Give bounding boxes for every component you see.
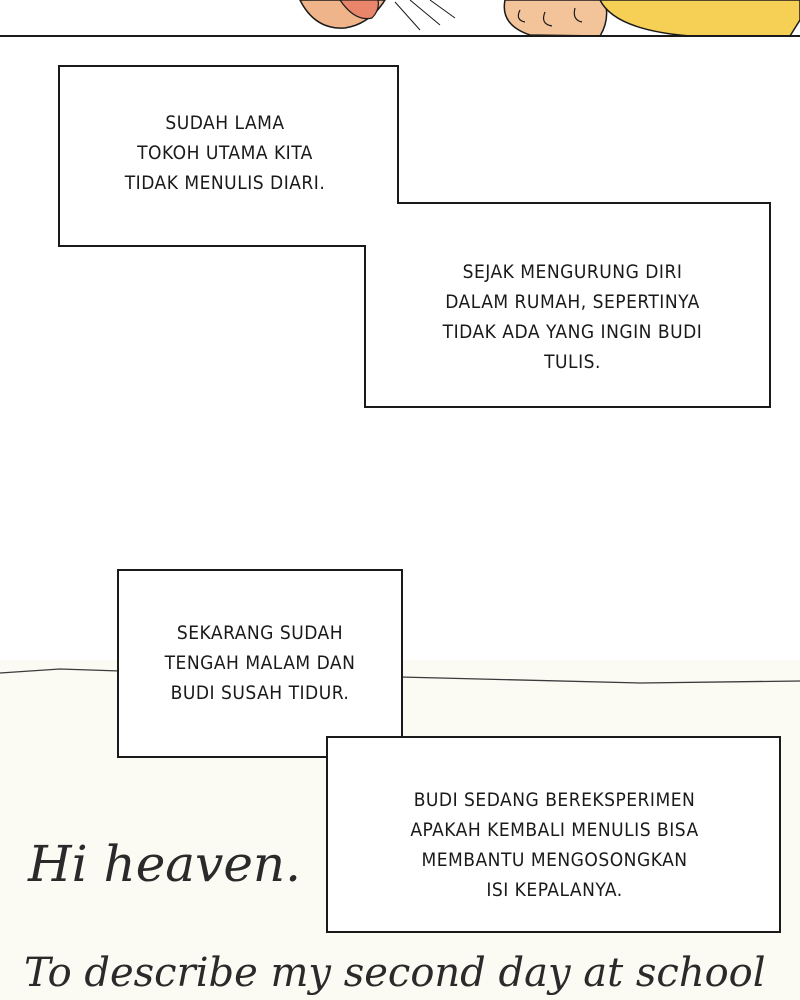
panel-border <box>0 35 800 37</box>
top-panel-illustration <box>0 0 800 36</box>
caption-text-4: BUDI SEDANG BEREKSPERIMEN APAKAH KEMBALI MENULIS BISA MEMBANTU MENGOSONGKAN ISI KEPALANYA. <box>410 789 699 901</box>
hands-illustration <box>0 0 800 36</box>
diary-greeting: Hi heaven. <box>28 835 302 893</box>
caption-text-3: SEKARANG SUDAH TENGAH MALAM DAN BUDI SUSAH TIDUR. <box>164 622 356 704</box>
caption-text-1: SUDAH LAMA TOKOH UTAMA KITA TIDAK MENULIS DIARI. <box>124 112 326 194</box>
caption-join-fill-2 <box>328 738 401 756</box>
caption-1-fill <box>60 200 397 245</box>
caption-text-2: SEJAK MENGURUNG DIRI DALAM RUMAH, SEPERTINYA TIDAK ADA YANG INGIN BUDI TULIS. <box>442 261 703 373</box>
caption-join-fill <box>366 204 397 245</box>
diary-line: To describe my second day at school <box>24 950 766 996</box>
